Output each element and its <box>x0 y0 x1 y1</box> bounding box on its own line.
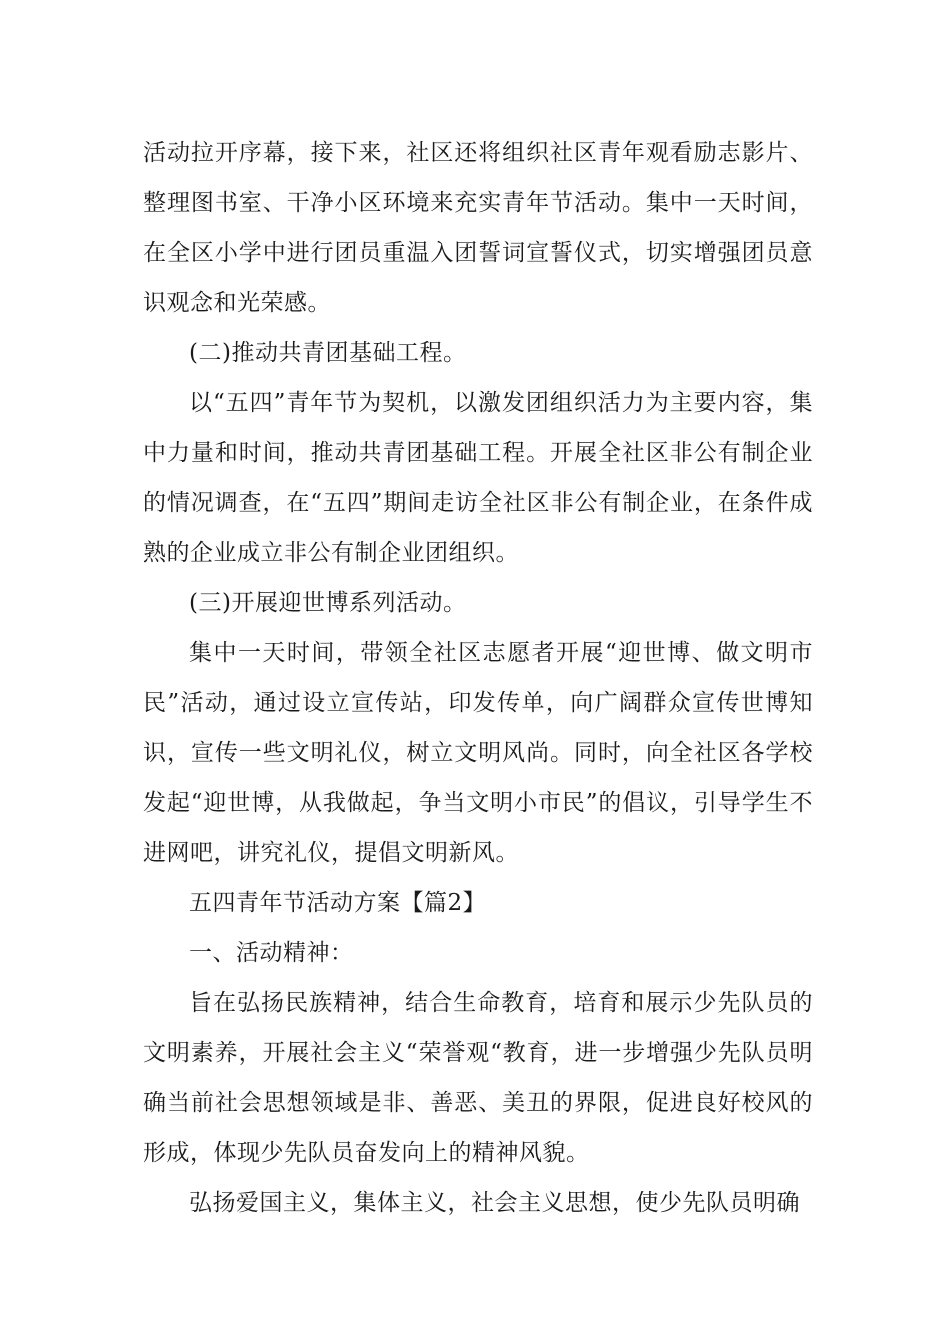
paragraph-spirit: 旨在弘扬民族精神，结合生命教育，培育和展示少先队员的文明素养，开展社会主义“荣誉观“教育，进一步增强少先队员明确当前社会思想领域是非、善恶、美丑的界限，促进良好校风的形成，体现少先队员奋发向上的精神风貌。 <box>143 990 813 1166</box>
section-heading-spirit: 一、活动精神： <box>189 940 354 966</box>
section-heading-3: (三)开展迎世博系列活动。 <box>189 590 467 616</box>
paragraph-youth-work: 以“五四”青年节为契机，以激发团组织活力为主要内容，集中力量和时间，推动共青团基础工程。开展全社区非公有制企业的情况调查，在“五四”期间走访全社区非公有制企业，在条件成熟的企业成立非公有制企业团组织。 <box>143 390 813 566</box>
paragraph-expo-activities: 集中一天时间，带领全社区志愿者开展“迎世博、做文明市民”活动，通过设立宣传站，印发传单，向广阔群众宣传世博知识，宣传一些文明礼仪，树立文明风尚。同时，向全社区各学校发起“迎世博，从我做起，争当文明小市民”的倡议，引导学生不进网吧，讲究礼仪，提倡文明新风。 <box>143 640 813 866</box>
section-heading-2: (二)推动共青团基础工程。 <box>189 340 467 366</box>
paragraph-patriotism: 弘扬爱国主义，集体主义，社会主义思想，使少先队员明确 <box>189 1190 800 1216</box>
paragraph-continuation: 活动拉开序幕，接下来，社区还将组织社区青年观看励志影片、整理图书室、干净小区环境来充实青年节活动。集中一天时间，在全区小学中进行团员重温入团誓词宣誓仪式，切实增强团员意识观念和光荣感。 <box>143 140 813 316</box>
document-body <box>143 128 813 1228</box>
article-title-part-2: 五四青年节活动方案【篇2】 <box>189 890 487 916</box>
